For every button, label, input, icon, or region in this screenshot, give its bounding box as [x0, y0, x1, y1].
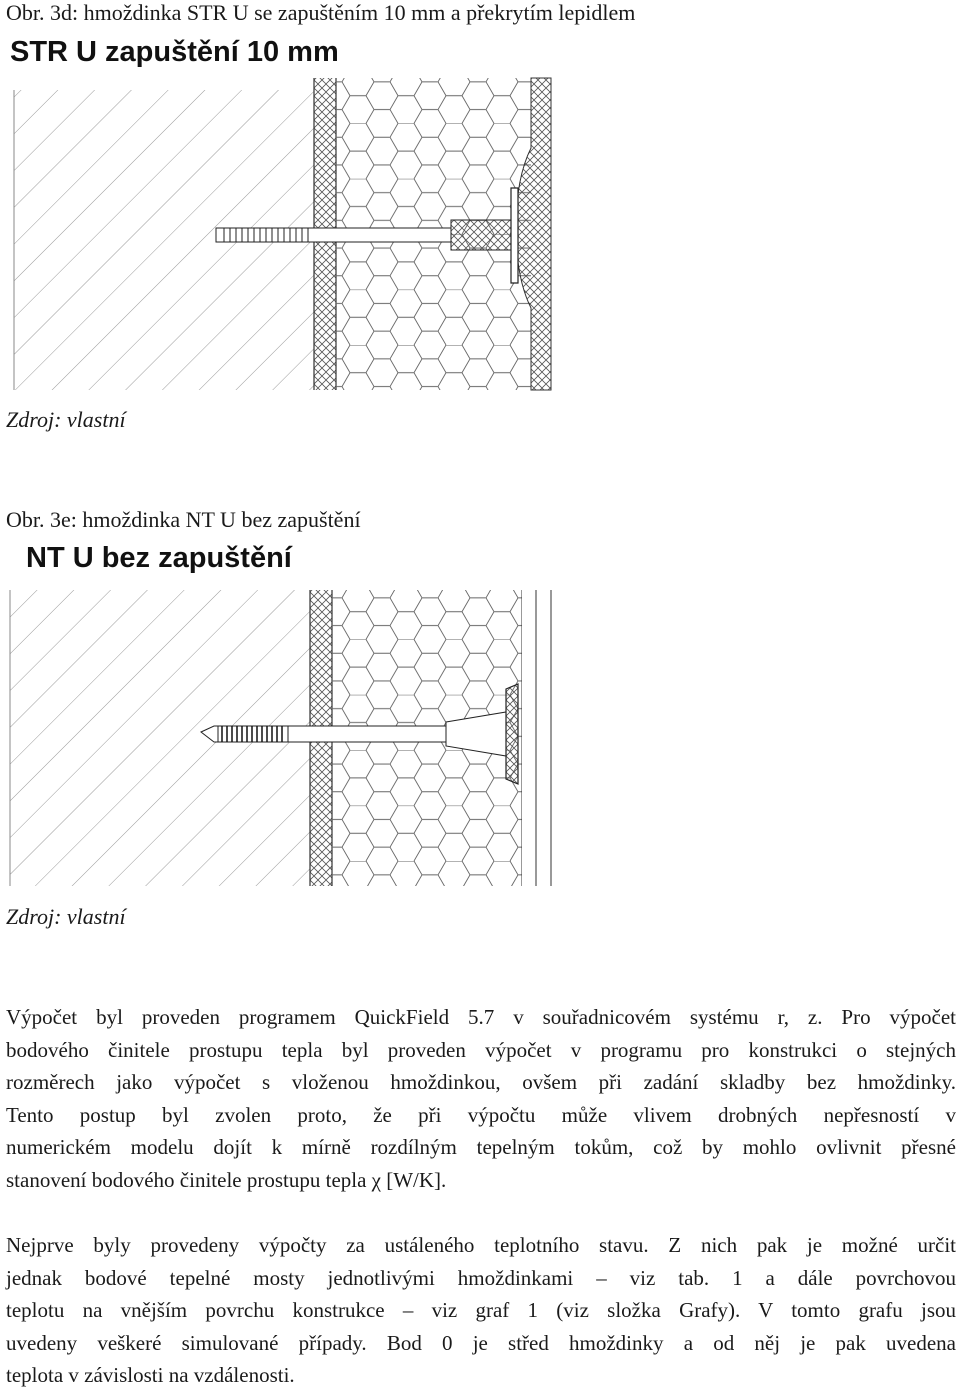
paragraph-1-line: Výpočet byl proveden programem QuickField 5.7 v souřadnicovém systému r, z. Pro výpočet [6, 1005, 956, 1029]
figure-3e-drawing [6, 584, 566, 889]
figure-3d-source: Zdroj: vlastní [6, 407, 126, 432]
paragraph-1-line: bodového činitele prostupu tepla byl proveden výpočet v programu pro konstrukci o stejných [6, 1037, 956, 1062]
figure-3d-drawing-title: STR U zapuštění 10 mm [10, 36, 339, 68]
paragraph-1-line: numerickém modelu dojít k mírně rozdílným tepelným tokům, což by mohlo ovlivnit přesné [6, 1135, 956, 1159]
paragraph-2-line: uvedeny veškeré simulované případy. Bod 0 je střed hmoždinky a od něj je pak uvedena [6, 1330, 956, 1355]
figure-3e-caption: Obr. 3e: hmoždinka NT U bez zapuštění [6, 507, 361, 532]
figure-3e-source: Zdroj: vlastní [6, 904, 126, 929]
paragraph-1 [6, 1001, 956, 1196]
paragraph-1-line: Tento postup byl zvolen proto, že při výpočtu může vlivem drobných nepřesností v [6, 1102, 956, 1127]
figure-3d-drawing [6, 68, 566, 398]
figure-3e-drawing-title: NT U bez zapuštění [26, 542, 292, 574]
paragraph-1-line: stanovení bodového činitele prostupu tepla χ [W/K]. [6, 1167, 447, 1192]
paragraph-2-line: teplotu na vnějším povrchu konstrukce – viz graf 1 (viz složka Grafy). V tomto grafu jsou [6, 1298, 956, 1322]
paragraph-1-line: rozměrech jako výpočet s vloženou hmoždinkou, ovšem při zadání skladby bez hmoždinky. [6, 1070, 956, 1094]
paragraph-2 [6, 1229, 956, 1392]
paragraph-2-line: Nejprve byly provedeny výpočty za ustáleného teplotního stavu. Z nich pak je možné určit [6, 1233, 956, 1257]
paragraph-2-line: teplota v závislosti na vzdálenosti. [6, 1363, 295, 1387]
paragraph-2-line: jednak bodové tepelné mosty jednotlivými hmoždinkami – viz tab. 1 a dále povrchovou [6, 1265, 956, 1290]
figure-3d-caption: Obr. 3d: hmoždinka STR U se zapuštěním 10 mm a překrytím lepidlem [6, 0, 636, 25]
